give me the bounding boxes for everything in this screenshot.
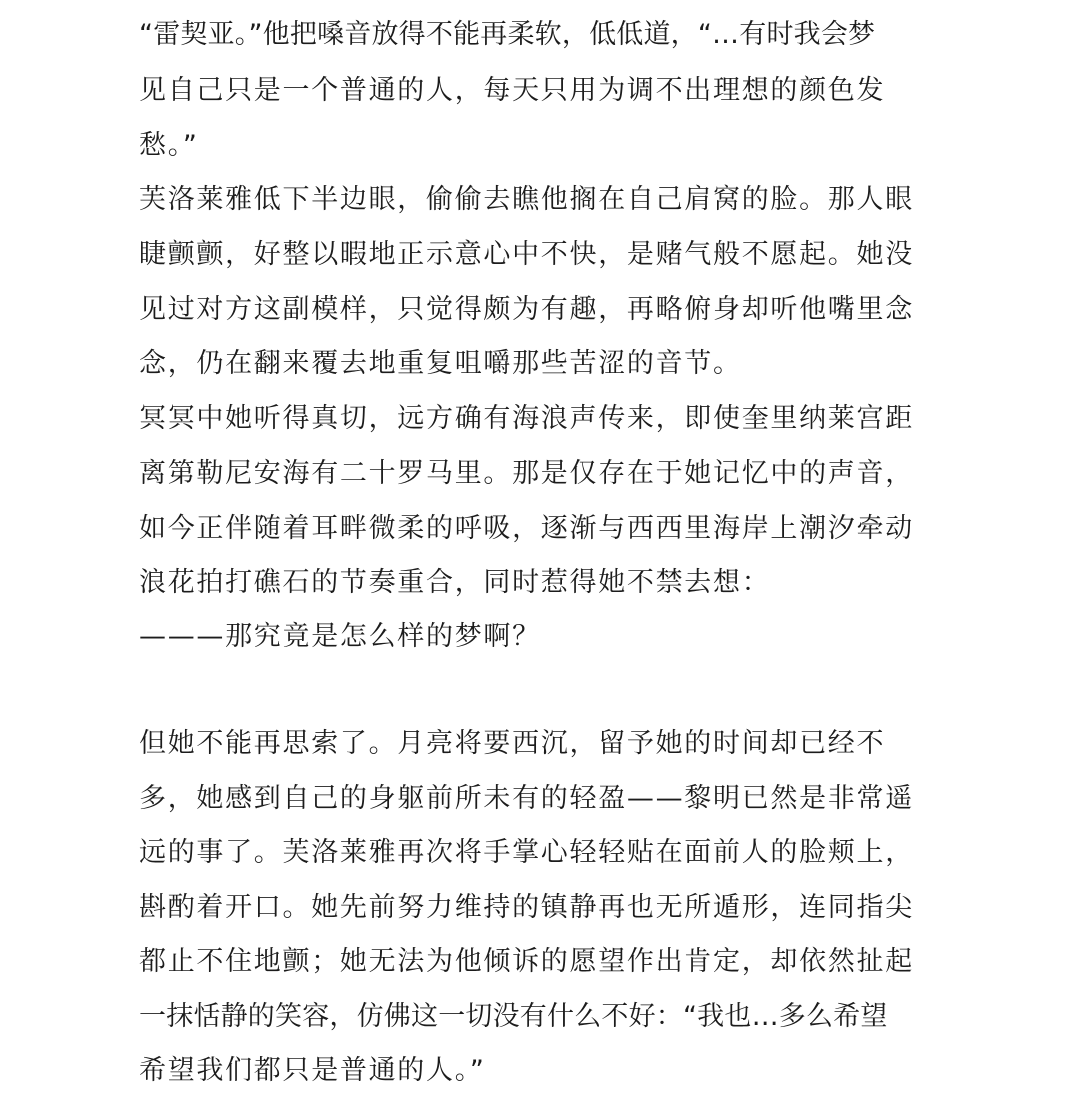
text-line: 念，仍在翻来覆去地重复咀嚼那些苦涩的音节。 — [139, 348, 742, 379]
text-line: 见自己只是一个普通的人，每天只用为调不出理想的颜色发 — [139, 75, 886, 106]
text-line: 浪花拍打礁石的节奏重合，同时惹得她不禁去想： — [139, 567, 771, 598]
text-line: “雷契亚。”他把嗓音放得不能再柔软，低低道，“…有时我会梦 — [139, 19, 876, 50]
text-line: 睫颤颤，好整以暇地正示意心中不快，是赌气般不愿起。她没 — [139, 239, 914, 270]
text-line: 愁。” — [139, 130, 199, 161]
text-line: 芙洛莱雅低下半边眼，偷偷去瞧他搁在自己肩窝的脸。那人眼 — [139, 184, 914, 215]
text-line: 多，她感到自己的身躯前所未有的轻盈——黎明已然是非常遥 — [139, 783, 914, 814]
text-line: 但她不能再思索了。月亮将要西沉，留予她的时间却已经不 — [139, 728, 886, 759]
text-line: 远的事了。芙洛莱雅再次将手掌心轻轻贴在面前人的脸颊上， — [139, 837, 914, 868]
text-line: 希望我们都只是普通的人。” — [139, 1055, 486, 1086]
text-line: 冥冥中她听得真切，远方确有海浪声传来，即使奎里纳莱宫距 — [139, 403, 914, 434]
text-line: 见过对方这副模样，只觉得颇为有趣，再略俯身却听他嘴里念 — [139, 294, 914, 325]
text-line: ———那究竟是怎么样的梦啊？ — [139, 621, 541, 652]
text-line: 都止不住地颤；她无法为他倾诉的愿望作出肯定，却依然扯起 — [139, 946, 914, 977]
text-line: 一抹恬静的笑容，仿佛这一切没有什么不好：“我也…多么希望 — [139, 1001, 888, 1032]
text-line: 斟酌着开口。她先前努力维持的镇静再也无所遁形，连同指尖 — [139, 892, 914, 923]
text-line: 离第勒尼安海有二十罗马里。那是仅存在于她记忆中的声音， — [139, 458, 914, 489]
text-line: 如今正伴随着耳畔微柔的呼吸，逐渐与西西里海岸上潮汐牵动 — [139, 513, 914, 544]
